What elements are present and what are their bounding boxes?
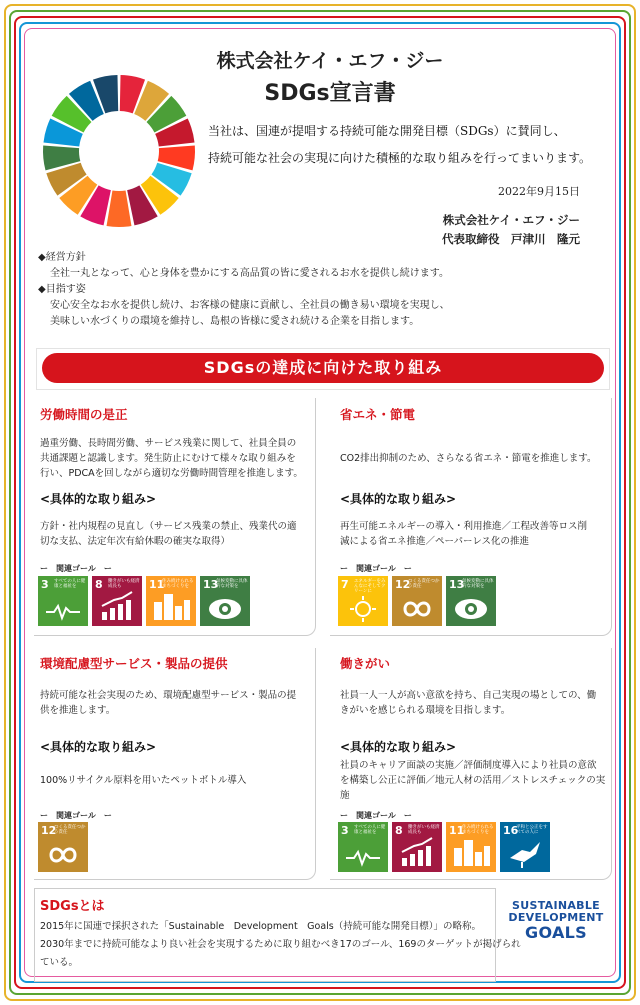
related-goals-label: ー 関連ゴール ー bbox=[340, 564, 412, 573]
goal-number: 12 bbox=[41, 824, 57, 837]
goal-label: 気候変動に具体的な対策を bbox=[462, 579, 494, 589]
section-desc: 供を推進します。 bbox=[40, 705, 116, 716]
logo-line: SUSTAINABLE bbox=[512, 899, 600, 912]
action-text: 切な支払、法定年次有給休暇の確実な取得） bbox=[40, 536, 231, 547]
goal-number: 16 bbox=[503, 824, 519, 837]
sdg-goal-8-icon bbox=[92, 576, 142, 626]
goal-label: 気候変動に具体的な対策を bbox=[216, 579, 248, 589]
goal-number: 12 bbox=[395, 578, 411, 591]
logo-line: GOALS bbox=[525, 923, 587, 942]
related-goals-label: ー 関連ゴール ー bbox=[40, 811, 112, 820]
sdg-goal-13-icon bbox=[200, 576, 250, 626]
about-sdgs-text: ている。 bbox=[40, 957, 79, 968]
about-sdgs-text: 2015年に国連で採択された「Sustainable Development Goals（持続可能な開発目標）」の略称。 bbox=[40, 921, 482, 932]
sdg-goal-12-icon bbox=[38, 822, 88, 872]
goal-label: つくる責任つかう責任 bbox=[408, 579, 440, 589]
section-title: 働きがい bbox=[340, 656, 391, 671]
sdg-goal-11-icon bbox=[446, 822, 496, 872]
section-title: 環境配慮型サービス・製品の提供 bbox=[40, 656, 228, 671]
sdg-goal-13-icon bbox=[446, 576, 496, 626]
signature-representative: 代表取締役 戸津川 隆元 bbox=[442, 232, 580, 246]
section-desc: 共通課題と認識します。発生防止にむけて様々な取り組みを bbox=[40, 453, 296, 464]
about-sdgs-text: 2030年までに持続可能なより良い社会を実現するために取り組むべき17のゴール、169のターゲットが掲げられ bbox=[40, 939, 521, 950]
sdg-goal-11-icon bbox=[146, 576, 196, 626]
goal-label: エネルギーをみんなにそしてクリーンに bbox=[354, 579, 386, 594]
actions-heading: <具体的な取り組み> bbox=[340, 492, 457, 506]
declaration-date: 2022年9月15日 bbox=[498, 185, 580, 198]
signature-company: 株式会社ケイ・エフ・ジー bbox=[442, 213, 580, 227]
actions-heading: <具体的な取り組み> bbox=[40, 740, 157, 754]
action-text: 再生可能エネルギーの導入・利用推進／工程改善等ロス削 bbox=[340, 521, 588, 532]
sdg-goal-7-icon bbox=[338, 576, 388, 626]
goal-number: 13 bbox=[203, 578, 219, 591]
logo-line: DEVELOPMENT bbox=[508, 911, 604, 924]
sdg-goal-12-icon bbox=[392, 576, 442, 626]
goal-label: 働きがいも経済成長も bbox=[108, 579, 140, 589]
goal-number: 8 bbox=[395, 824, 403, 837]
goal-label: つくる責任つかう責任 bbox=[54, 825, 86, 835]
declaration-line-2: 持続可能な社会の実現に向けた積極的な取り組みを行ってまいります。 bbox=[208, 151, 592, 165]
vision-text-2: 美味しい水づくりの環境を維持し、島根の皆様に愛され続ける企業を目指します。 bbox=[50, 316, 420, 327]
action-text: 減による省エネ推進／ペーパーレス化の推進 bbox=[340, 536, 530, 547]
vision-heading: ◆目指す姿 bbox=[38, 284, 86, 295]
goal-label: 住み続けられるまちづくりを bbox=[462, 825, 494, 835]
section-title: 労働時間の是正 bbox=[40, 407, 128, 422]
sdgs-logo bbox=[506, 900, 606, 942]
related-goals-label: ー 関連ゴール ー bbox=[340, 811, 412, 820]
page-title: SDGs宣言書 bbox=[264, 81, 396, 106]
goal-number: 11 bbox=[449, 824, 465, 837]
vision-text-1: 安心安全なお水を提供し続け、お客様の健康に貢献し、全社員の働き易い環境を実現し、 bbox=[50, 300, 450, 311]
section-desc: CO2排出抑制のため、さらなる省エネ・節電を推進します。 bbox=[340, 453, 597, 464]
action-text: 施 bbox=[340, 790, 350, 801]
action-text: 100%リサイクル原料を用いたペットボトル導入 bbox=[40, 775, 247, 786]
action-text: 方針・社内規程の見直し（サービス残業の禁止、残業代の適 bbox=[40, 521, 297, 532]
actions-heading: <具体的な取り組み> bbox=[40, 492, 157, 506]
section-desc: 過重労働、長時間労働、サービス残業に関して、社員全員の bbox=[40, 438, 297, 449]
goal-number: 7 bbox=[341, 578, 349, 591]
sdgs-wheel-icon bbox=[40, 72, 198, 230]
action-text: 社員のキャリア面談の実施／評価制度導入により社員の意欲 bbox=[340, 760, 597, 771]
goal-number: 8 bbox=[95, 578, 103, 591]
goal-number: 3 bbox=[41, 578, 49, 591]
sdg-goal-3-icon bbox=[38, 576, 88, 626]
wheel-segment bbox=[107, 190, 132, 227]
goal-label: 働きがいも経済成長も bbox=[408, 825, 440, 835]
section-desc: 持続可能な社会実現のため、環境配慮型サービス・製品の提 bbox=[40, 690, 297, 701]
related-goals-label: ー 関連ゴール ー bbox=[40, 564, 112, 573]
goal-label: 平和と公正をすべての人に bbox=[516, 825, 548, 835]
goal-number: 3 bbox=[341, 824, 349, 837]
goal-label: すべての人に健康と福祉を bbox=[54, 579, 86, 589]
sdg-goal-8-icon bbox=[392, 822, 442, 872]
goal-number: 11 bbox=[149, 578, 165, 591]
actions-heading: <具体的な取り組み> bbox=[340, 740, 457, 754]
goal-label: 住み続けられるまちづくりを bbox=[162, 579, 194, 589]
policy-text: 全社一丸となって、心と身体を豊かにする高品質の皆に愛されるお水を提供し続けます。 bbox=[50, 268, 449, 279]
section-desc: きがいを感じられる環境を目指します。 bbox=[340, 705, 511, 716]
goal-label: すべての人に健康と福祉を bbox=[354, 825, 386, 835]
company-title: 株式会社ケイ・エフ・ジー bbox=[216, 50, 444, 72]
policy-heading: ◆経営方針 bbox=[38, 252, 86, 263]
section-desc: 行い、PDCAを回しながら適切な労働時間管理を推進します。 bbox=[40, 468, 303, 479]
declaration-line-1: 当社は、国連が提唱する持続可能な開発目標（SDGs）に賛同し、 bbox=[208, 124, 566, 138]
sdg-goal-16-icon bbox=[500, 822, 550, 872]
section-banner: SDGsの達成に向けた取り組み bbox=[42, 353, 604, 383]
section-desc: 社員一人一人が高い意欲を持ち、自己実現の場としての、働 bbox=[340, 690, 597, 701]
about-sdgs-heading: SDGsとは bbox=[40, 899, 105, 914]
section-title: 省エネ・節電 bbox=[340, 407, 416, 422]
goal-number: 13 bbox=[449, 578, 465, 591]
sdg-goal-3-icon bbox=[338, 822, 388, 872]
action-text: を構築し公正に評価／地元人材の活用／ストレスチェックの実 bbox=[340, 775, 606, 786]
